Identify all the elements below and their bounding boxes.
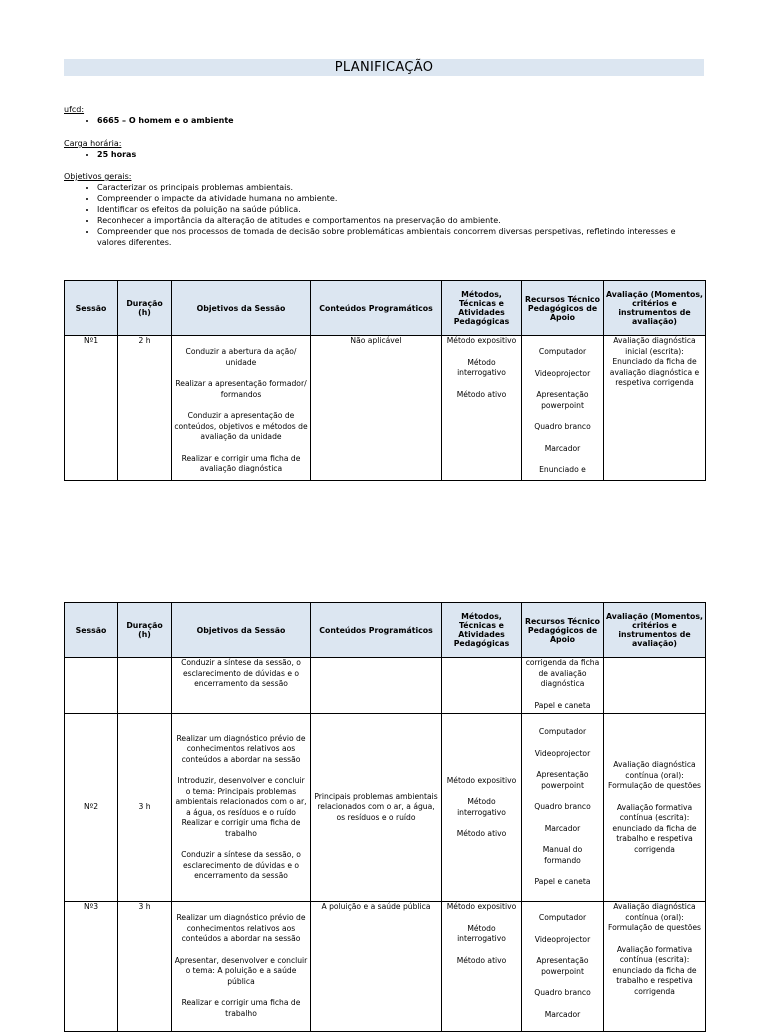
- header-avaliacao: Avaliação (Momentos, critérios e instrumentos de avaliação): [604, 281, 706, 336]
- metodo-text: Método expositivo: [446, 775, 517, 785]
- header-duracao: Duração (h): [118, 603, 172, 658]
- avaliacao-cell: [604, 714, 706, 902]
- recurso-text: corrigenda da ficha de avaliação diagnóstica: [525, 658, 600, 688]
- metodo-text: Método expositivo: [446, 902, 517, 911]
- objetivo-text: Conduzir a síntese da sessão, o esclarecimento de dúvidas e o encerramento da sessão: [181, 850, 301, 880]
- conteudos-cell: Principais problemas ambientais relacionados com o ar, a água, os resíduos e o ruído: [311, 714, 442, 902]
- header-avaliacao: Avaliação (Momentos, critérios e instrumentos de avaliação): [604, 603, 706, 658]
- objetivos-cell: [172, 336, 311, 481]
- table-header-row: [65, 281, 706, 336]
- carga-label: Carga horária:: [64, 139, 122, 148]
- avaliacao-text: Avaliação diagnóstica contínua (oral): Formulação de questões: [607, 902, 701, 932]
- recurso-text: Enunciado e: [539, 465, 586, 474]
- carga-item: • 25 horas: [97, 149, 704, 160]
- header-recursos: Recursos Técnico Pedagógicos de Apoio: [522, 281, 604, 336]
- table-header-row: [65, 603, 706, 658]
- recurso-text: Apresentação powerpoint: [536, 390, 589, 410]
- recurso-text: Quadro branco: [534, 422, 591, 431]
- conteudos-cell: [311, 658, 442, 714]
- conteudos-cell: Não aplicável: [311, 336, 442, 481]
- objetivo-item: • Reconhecer a importância da alteração de atitudes e comportamentos na preservação do ambiente.: [97, 215, 704, 226]
- objetivo-text: Realizar a apresentação formador/ formandos: [175, 379, 307, 399]
- recursos-cell: [522, 714, 604, 902]
- avaliacao-text: Avaliação diagnóstica contínua (oral): Formulação de questões: [607, 760, 701, 790]
- header-duracao: Duração (h): [118, 281, 172, 336]
- objetivo-text: Conduzir a abertura da ação/ unidade: [185, 347, 297, 367]
- recurso-text: Computador: [538, 913, 587, 922]
- objetivo-item: • Caracterizar os principais problemas ambientais.: [97, 182, 704, 193]
- metodo-text: Método interrogativo: [457, 797, 506, 817]
- duracao-cell: 3 h: [118, 902, 172, 1032]
- objetivo-item: • Compreender que nos processos de tomada de decisão sobre problemáticas ambientais concorrem diversas perspetivas, refletindo interesses e valores diferentes.: [97, 226, 704, 248]
- header-metodos: Métodos, Técnicas e Atividades Pedagógicas: [442, 603, 522, 658]
- metodo-text: Método expositivo: [446, 336, 517, 345]
- objetivo-text: Realizar e corrigir uma ficha de trabalho: [181, 998, 301, 1018]
- planning-table-1: [64, 280, 706, 481]
- table-row: [65, 658, 706, 714]
- header-objetivos: Objetivos da Sessão: [172, 603, 311, 658]
- header-sessao: Sessão: [65, 281, 118, 336]
- duracao-cell: 3 h: [118, 714, 172, 902]
- avaliacao-cell: Avaliação diagnóstica inicial (escrita): Enunciado da ficha de avaliação diagnóstica e respetiva corrigenda: [604, 336, 706, 481]
- recursos-cell: [522, 902, 604, 1032]
- recurso-text: Papel e caneta: [534, 877, 591, 887]
- objetivos-label: Objetivos gerais:: [64, 172, 132, 181]
- page-title: PLANIFICAÇÃO: [64, 59, 704, 76]
- header-sessao: Sessão: [65, 603, 118, 658]
- metodo-text: Método ativo: [456, 829, 507, 838]
- objetivos-cell: [172, 902, 311, 1032]
- objetivo-text: Apresentar, desenvolver e concluir o tema: A poluição e a saúde pública: [174, 955, 308, 986]
- planning-table-2: [64, 602, 706, 1032]
- recurso-text: Videoprojector: [534, 748, 591, 758]
- recursos-cell: [522, 658, 604, 714]
- objetivos-section: [64, 171, 704, 248]
- recurso-text: Computador: [538, 347, 587, 356]
- sessao-cell: [65, 658, 118, 714]
- recursos-cell: [522, 336, 604, 481]
- header-recursos: Recursos Técnico Pedagógicos de Apoio: [522, 603, 604, 658]
- metodos-cell: [442, 902, 522, 1032]
- objetivo-item: • Identificar os efeitos da poluição na saúde pública.: [97, 204, 704, 215]
- objetivo-text: Conduzir a apresentação de conteúdos, objetivos e métodos de avaliação da unidade: [174, 411, 308, 441]
- recurso-text: Videoprojector: [534, 368, 591, 378]
- objetivo-text: Realizar um diagnóstico prévio de conhecimentos relativos aos conteúdos a abordar na sessão: [176, 913, 306, 943]
- sessao-cell: Nº2: [65, 714, 118, 902]
- objetivo-text: Realizar e corrigir uma ficha de avaliação diagnóstica: [181, 453, 301, 473]
- sessao-cell: Nº1: [65, 336, 118, 481]
- table-row: [65, 902, 706, 1032]
- objetivo-item: • Compreender o impacte da atividade humana no ambiente.: [97, 193, 704, 204]
- duracao-cell: 2 h: [118, 336, 172, 481]
- recurso-text: Marcador: [544, 443, 581, 453]
- metodos-cell: [442, 336, 522, 481]
- objetivos-cell: Conduzir a síntese da sessão, o esclarecimento de dúvidas e o encerramento da sessão: [172, 658, 311, 714]
- ufcd-item: • 6665 – O homem e o ambiente: [97, 115, 704, 126]
- header-conteudos: Conteúdos Programáticos: [311, 603, 442, 658]
- recurso-text: Marcador: [544, 1009, 581, 1019]
- objetivo-text: Realizar e corrigir uma ficha de trabalho: [181, 818, 301, 838]
- table-row: [65, 336, 706, 481]
- avaliacao-cell: [604, 902, 706, 1032]
- recurso-text: Videoprojector: [534, 934, 591, 944]
- metodo-text: Método ativo: [456, 389, 507, 399]
- conteudos-cell: A poluição e a saúde pública: [311, 902, 442, 1032]
- ufcd-section: [64, 104, 704, 126]
- recurso-text: Apresentação powerpoint: [536, 770, 589, 790]
- avaliacao-text: Avaliação formativa contínua (escrita): enunciado da ficha de trabalho e respetiva corrigenda: [612, 944, 697, 996]
- header-metodos: Métodos, Técnicas e Atividades Pedagógicas: [442, 281, 522, 336]
- carga-section: [64, 138, 704, 160]
- metodos-cell: [442, 714, 522, 902]
- header-conteudos: Conteúdos Programáticos: [311, 281, 442, 336]
- table-row: [65, 714, 706, 902]
- objetivo-text: Realizar um diagnóstico prévio de conhecimentos relativos aos conteúdos a abordar na sessão: [176, 733, 306, 764]
- recurso-text: Computador: [538, 727, 587, 737]
- recurso-text: Papel e caneta: [534, 700, 591, 710]
- header-objetivos: Objetivos da Sessão: [172, 281, 311, 336]
- recurso-text: Quadro branco: [534, 802, 591, 812]
- metodo-text: Método interrogativo: [457, 923, 506, 943]
- ufcd-label: ufcd:: [64, 105, 85, 114]
- recurso-text: Manual do formando: [542, 845, 583, 865]
- metodo-text: Método interrogativo: [457, 357, 506, 377]
- metodo-text: Método ativo: [456, 955, 507, 965]
- duracao-cell: [118, 658, 172, 714]
- avaliacao-cell: [604, 658, 706, 714]
- recurso-text: Marcador: [544, 823, 581, 833]
- objetivos-cell: [172, 714, 311, 902]
- recurso-text: Apresentação powerpoint: [536, 956, 589, 976]
- metodos-cell: [442, 658, 522, 714]
- avaliacao-text: Avaliação formativa contínua (escrita): enunciado da ficha de trabalho e respetiva corrigenda: [612, 802, 697, 854]
- recurso-text: Quadro branco: [534, 988, 591, 997]
- objetivo-text: Introduzir, desenvolver e concluir o tema: Principais problemas ambientais relacionados com o ar, a água, os resíduos e o ruído: [175, 776, 307, 817]
- sessao-cell: Nº3: [65, 902, 118, 1032]
